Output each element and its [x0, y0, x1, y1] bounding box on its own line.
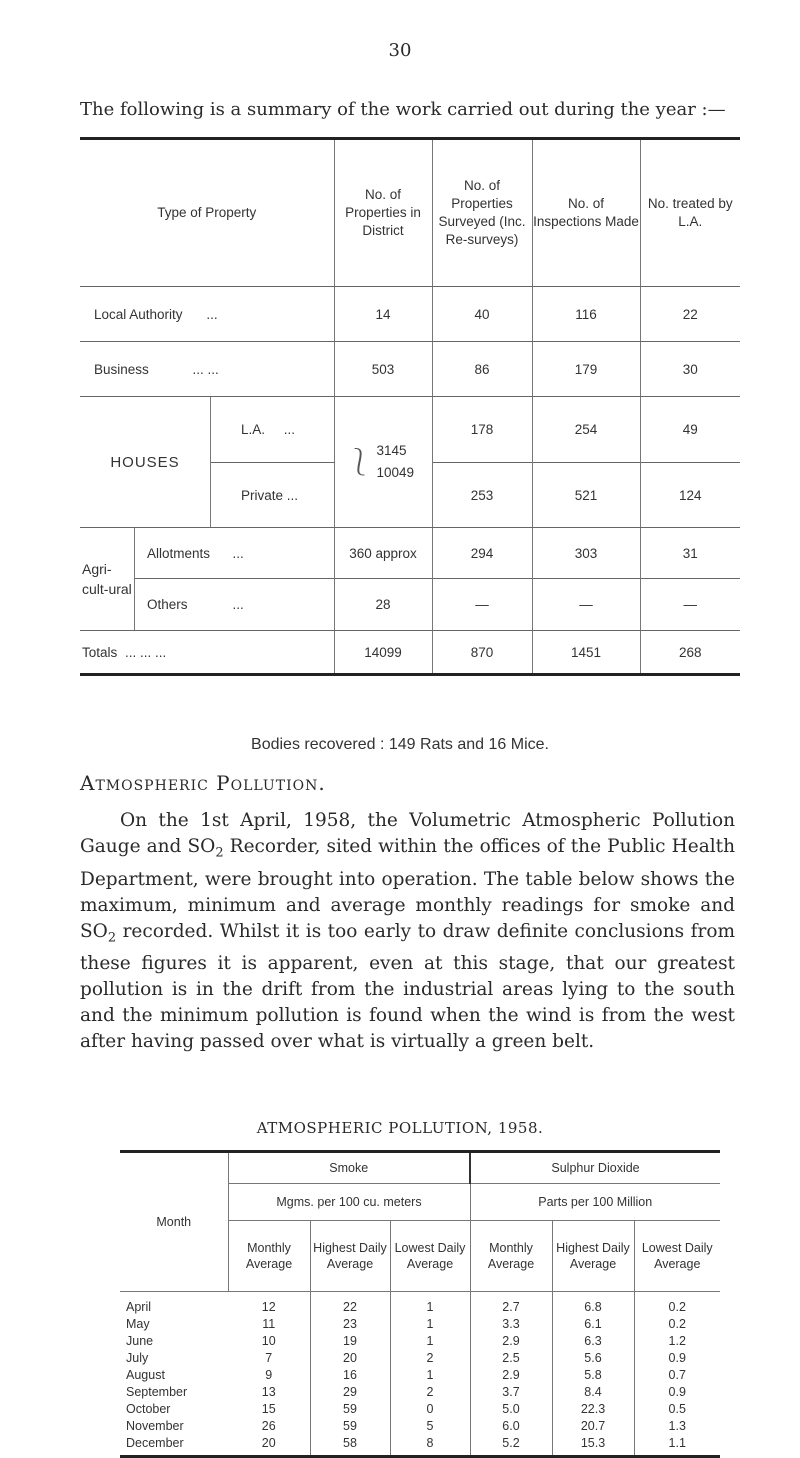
- leader-dots: ...: [286, 487, 299, 503]
- section-heading: Atmospheric Pollution.: [80, 771, 326, 795]
- cell-treated: 49: [641, 397, 741, 463]
- cell-smoke-low: 2: [390, 1383, 470, 1400]
- cell-surveyed: 40: [432, 287, 532, 342]
- table-row: [120, 1349, 720, 1366]
- cell-so2-low: 0.2: [634, 1292, 720, 1316]
- cell-so2-low: 0.9: [634, 1383, 720, 1400]
- cell-so2-avg: 3.7: [470, 1383, 552, 1400]
- leader-dots: ...: [283, 422, 296, 437]
- cell-so2-avg: 5.0: [470, 1400, 552, 1417]
- leader-dots: ... ... ...: [125, 644, 167, 660]
- leader-dots: ...: [232, 545, 244, 561]
- cell-month: September: [126, 1384, 188, 1399]
- page-number: 30: [388, 40, 412, 61]
- cell-smoke-avg: 9: [265, 1367, 273, 1382]
- cell-so2-avg: 6.0: [470, 1417, 552, 1434]
- cell-inspections: 1451: [532, 631, 640, 675]
- cell-so2-low: 1.3: [634, 1417, 720, 1434]
- cell-month: June: [126, 1333, 154, 1348]
- cell-district: 14: [334, 287, 432, 342]
- cell-smoke-low: 5: [390, 1417, 470, 1434]
- row-label: Totals: [82, 644, 118, 660]
- cell-so2-low: 1.1: [634, 1434, 720, 1457]
- cell-district: 14099: [334, 631, 432, 675]
- cell-smoke-low: 1: [390, 1332, 470, 1349]
- cell-smoke-low: 1: [390, 1366, 470, 1383]
- leader-dots: ... ...: [192, 361, 219, 377]
- header-smoke-units: Mgms. per 100 cu. meters: [228, 1184, 470, 1221]
- cell-smoke-avg: 15: [261, 1401, 276, 1416]
- cell-smoke-high: 59: [310, 1400, 390, 1417]
- header-so2-lowest-daily: Lowest Daily Average: [634, 1221, 720, 1292]
- atmospheric-pollution-table: [120, 1150, 720, 1458]
- table-header-row: [80, 139, 740, 287]
- cell-smoke-high: 22: [310, 1292, 390, 1316]
- cell-month: August: [126, 1367, 165, 1382]
- subscript: 2: [107, 930, 117, 946]
- cell-inspections: 179: [532, 342, 640, 397]
- cell-surveyed: 86: [432, 342, 532, 397]
- paragraph-text: On the 1st April, 1958, the Volumetric Atmospheric Pollution Gauge and SO: [80, 810, 735, 857]
- cell-so2-high: 8.4: [552, 1383, 634, 1400]
- cell-treated: 22: [640, 287, 740, 342]
- row-label: Local Authority: [94, 306, 183, 322]
- body-paragraph: [80, 808, 735, 1055]
- cell-smoke-high: 29: [310, 1383, 390, 1400]
- header-inspections-made: No. of Inspections Made: [532, 139, 640, 287]
- cell-so2-high: 15.3: [552, 1434, 634, 1457]
- cell-so2-high: 22.3: [552, 1400, 634, 1417]
- cell-smoke-high: 59: [310, 1417, 390, 1434]
- cell-smoke-avg: 7: [265, 1350, 273, 1365]
- cell-so2-high: 6.3: [552, 1332, 634, 1349]
- cell-so2-avg: 5.2: [470, 1434, 552, 1457]
- row-label: Private: [241, 487, 284, 503]
- houses-label: HOUSES: [110, 453, 180, 471]
- cell-inspections: 521: [574, 487, 598, 503]
- agricultural-label: Agri-cult-ural: [82, 561, 132, 597]
- cell-inspections: 303: [533, 528, 640, 579]
- table-row: [120, 1400, 720, 1417]
- cell-so2-high: 6.1: [552, 1315, 634, 1332]
- table-row: [120, 1332, 720, 1349]
- table-row: [120, 1292, 720, 1316]
- brace-icon: ⎱: [346, 447, 373, 477]
- intro-text: The following is a summary of the work carried out during the year :—: [80, 99, 726, 120]
- cell-smoke-high: 23: [310, 1315, 390, 1332]
- header-so2-units: Parts per 100 Million: [470, 1184, 720, 1221]
- cell-smoke-low: 1: [390, 1292, 470, 1316]
- cell-treated: 268: [640, 631, 740, 675]
- table-row: [120, 1434, 720, 1457]
- header-smoke-highest-daily: Highest Daily Average: [310, 1221, 390, 1292]
- cell-surveyed: 253: [470, 487, 494, 503]
- cell-smoke-low: 1: [390, 1315, 470, 1332]
- header-smoke-monthly-average: Monthly Average: [228, 1221, 310, 1292]
- table2-title: ATMOSPHERIC POLLUTION, 1958.: [256, 1119, 544, 1137]
- bodies-recovered: Bodies recovered : 149 Rats and 16 Mice.: [251, 736, 549, 753]
- cell-month: July: [126, 1350, 149, 1365]
- cell-surveyed: 870: [432, 631, 532, 675]
- header-smoke-lowest-daily: Lowest Daily Average: [390, 1221, 470, 1292]
- cell-smoke-avg: 11: [262, 1316, 276, 1331]
- table-row: [80, 287, 740, 342]
- cell-month: May: [126, 1316, 150, 1331]
- cell-month: December: [120, 1434, 228, 1457]
- cell-so2-avg: 2.7: [470, 1292, 552, 1316]
- cell-so2-avg: 2.5: [470, 1349, 552, 1366]
- header-sulphur-dioxide: Sulphur Dioxide: [470, 1152, 720, 1184]
- cell-so2-low: 1.2: [634, 1332, 720, 1349]
- cell-district: 360 approx: [335, 528, 432, 579]
- leader-dots: ...: [206, 306, 218, 322]
- cell-surveyed: 178: [433, 397, 532, 463]
- cell-smoke-high: 58: [310, 1434, 390, 1457]
- totals-row: [80, 631, 740, 675]
- cell-month: October: [126, 1401, 171, 1416]
- cell-smoke-avg: 26: [261, 1418, 276, 1433]
- row-label: Business: [94, 361, 149, 377]
- row-label: L.A.: [241, 422, 266, 437]
- cell-so2-low: 0.2: [634, 1315, 720, 1332]
- header-so2-highest-daily: Highest Daily Average: [552, 1221, 634, 1292]
- table-row: [80, 342, 740, 397]
- cell-district-la: 3145: [376, 443, 407, 458]
- header-month: Month: [120, 1152, 228, 1292]
- row-label: Others: [147, 597, 188, 612]
- cell-smoke-avg: 20: [228, 1434, 310, 1457]
- cell-so2-high: 5.6: [552, 1349, 634, 1366]
- cell-inspections: 254: [533, 397, 640, 463]
- cell-smoke-low: 2: [390, 1349, 470, 1366]
- table-row: [120, 1315, 720, 1332]
- cell-treated: 31: [641, 528, 741, 579]
- subscript: 2: [215, 845, 224, 861]
- cell-so2-avg: 2.9: [470, 1366, 552, 1383]
- cell-month: November: [126, 1418, 184, 1433]
- cell-smoke-avg: 13: [261, 1384, 276, 1399]
- cell-smoke-high: 19: [310, 1332, 390, 1349]
- cell-inspections: 116: [532, 287, 640, 342]
- cell-district: 503: [334, 342, 432, 397]
- cell-smoke-high: 16: [310, 1366, 390, 1383]
- cell-smoke-avg: 10: [261, 1333, 276, 1348]
- header-so2-monthly-average: Monthly Average: [470, 1221, 552, 1292]
- cell-so2-high: 5.8: [552, 1366, 634, 1383]
- cell-district-private: 10049: [376, 465, 415, 480]
- cell-so2-avg: 2.9: [470, 1332, 552, 1349]
- cell-smoke-high: 20: [310, 1349, 390, 1366]
- paragraph-text: recorded. Whilst it is too early to draw definite conclusions from these figures it is apparent, even at this stage, that our greatest pollution is in the drift from the industrial areas lying to the south and the minimum pollution is found when the wind is from the west after having passed over what is virtually a green belt.: [80, 920, 735, 1053]
- table-row: [120, 1383, 720, 1400]
- work-summary-table: [80, 137, 740, 676]
- cell-treated: —: [683, 597, 697, 612]
- cell-so2-low: 0.7: [634, 1366, 720, 1383]
- cell-surveyed: —: [475, 597, 489, 612]
- cell-so2-avg: 3.3: [470, 1315, 552, 1332]
- cell-smoke-low: 0: [390, 1400, 470, 1417]
- cell-smoke-avg: 12: [261, 1299, 276, 1314]
- table-row: [120, 1417, 720, 1434]
- cell-so2-low: 0.9: [634, 1349, 720, 1366]
- cell-month: April: [126, 1299, 152, 1314]
- cell-treated: 124: [678, 487, 702, 503]
- cell-inspections: —: [579, 597, 593, 612]
- header-treated-by-la: No. treated by L.A.: [640, 139, 740, 287]
- cell-so2-low: 0.5: [634, 1400, 720, 1417]
- header-type-of-property: Type of Property: [80, 139, 334, 287]
- cell-so2-high: 20.7: [552, 1417, 634, 1434]
- cell-district: 28: [375, 597, 391, 612]
- cell-treated: 30: [640, 342, 740, 397]
- cell-smoke-low: 8: [390, 1434, 470, 1457]
- table-row: [120, 1366, 720, 1383]
- cell-so2-high: 6.8: [552, 1292, 634, 1316]
- header-properties-in-district: No. of Properties in District: [334, 139, 432, 287]
- paragraph-text: Recorder, sited within the offices of the Public Health Department, were brought into operation. The table below shows the maximum, minimum and average monthly readings for smoke and SO: [80, 836, 735, 942]
- header-properties-surveyed: No. of Properties Surveyed (Inc. Re-surveys): [432, 139, 532, 287]
- leader-dots: ...: [232, 597, 244, 612]
- row-label: Allotments: [147, 545, 211, 561]
- header-smoke: Smoke: [228, 1152, 470, 1184]
- cell-surveyed: 294: [433, 528, 532, 579]
